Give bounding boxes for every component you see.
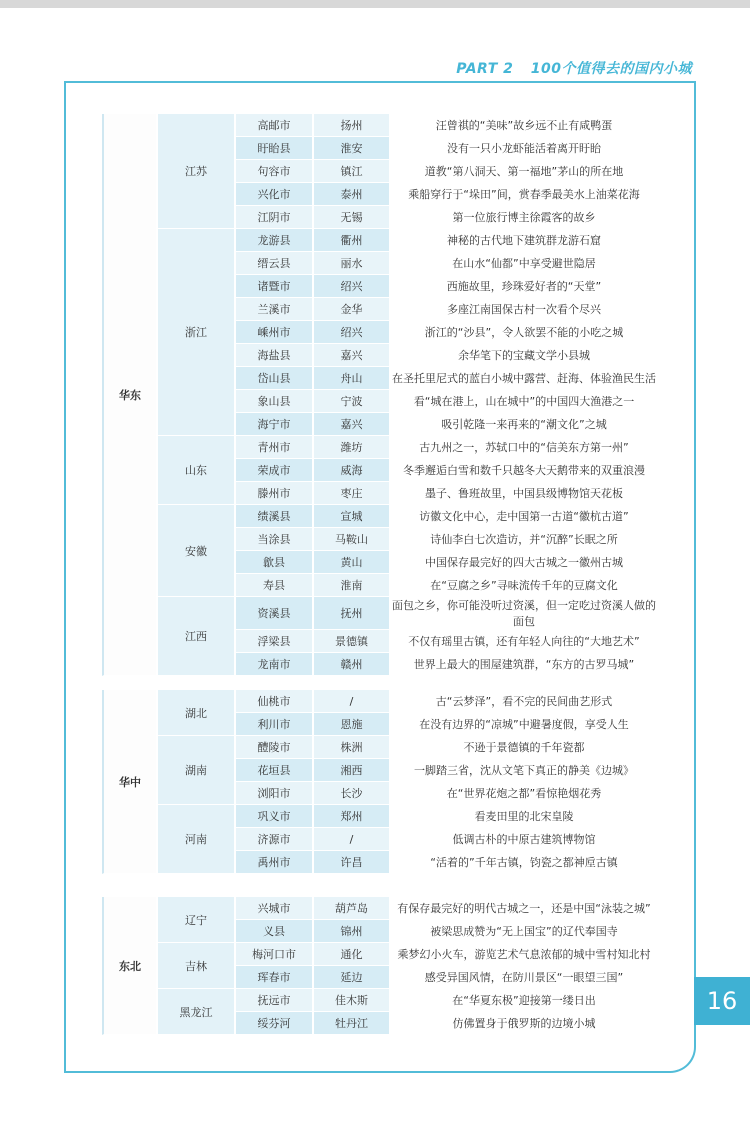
city-description: 乘船穿行于“垛田”间，赏春季最美水上油菜花海 (391, 183, 657, 206)
city-description: 仿佛置身于俄罗斯的边境小城 (391, 1012, 657, 1035)
prefecture-name: 镇江 (314, 160, 391, 183)
city-description: 第一位旅行博主徐霞客的故乡 (391, 206, 657, 229)
prefecture-name: / (314, 828, 391, 851)
prefecture-name: 佳木斯 (314, 989, 391, 1012)
prefecture-name: 马鞍山 (314, 528, 391, 551)
prefecture-name: / (314, 690, 391, 713)
table-row (102, 229, 657, 252)
table-row (102, 505, 657, 528)
province-name: 江西 (158, 597, 236, 676)
city-description: 低调古朴的中原古建筑博物馆 (391, 828, 657, 851)
city-name: 龙南市 (236, 653, 314, 676)
region-table (102, 114, 657, 676)
province-name: 浙江 (158, 229, 236, 436)
city-description: 面包之乡，你可能没听过资溪，但一定吃过资溪人做的面包 (392, 599, 656, 628)
table-row (102, 690, 657, 713)
city-name: 兴化市 (236, 183, 314, 206)
city-name: 济源市 (236, 828, 314, 851)
table-row (102, 805, 657, 828)
prefecture-name: 抚州 (314, 597, 391, 630)
city-name: 荣成市 (236, 459, 314, 482)
city-name: 兴城市 (236, 897, 314, 920)
city-description: 在“华夏东极”迎接第一缕日出 (391, 989, 657, 1012)
province-name: 山东 (158, 436, 236, 505)
city-name: 嵊州市 (236, 321, 314, 344)
province-name: 湖北 (158, 690, 236, 736)
prefecture-name: 延边 (314, 966, 391, 989)
city-name: 盱眙县 (236, 137, 314, 160)
table-row (102, 436, 657, 459)
province-name: 江苏 (158, 114, 236, 229)
province-name: 安徽 (158, 505, 236, 597)
city-name: 浏阳市 (236, 782, 314, 805)
city-description: 诗仙李白七次造访，并“沉醉”长眠之所 (391, 528, 657, 551)
prefecture-name: 通化 (314, 943, 391, 966)
city-name: 仙桃市 (236, 690, 314, 713)
city-name: 义县 (236, 920, 314, 943)
prefecture-name: 丽水 (314, 252, 391, 275)
province-name: 辽宁 (158, 897, 236, 943)
prefecture-name: 枣庄 (314, 482, 391, 505)
prefecture-name: 威海 (314, 459, 391, 482)
city-name: 花垣县 (236, 759, 314, 782)
table-row (102, 943, 657, 966)
city-name: 海盐县 (236, 344, 314, 367)
city-description: 中国保存最完好的四大古城之一徽州古城 (391, 551, 657, 574)
prefecture-name: 景德镇 (314, 630, 391, 653)
city-name: 象山县 (236, 390, 314, 413)
prefecture-name: 赣州 (314, 653, 391, 676)
city-description: 被梁思成赞为“无上国宝”的辽代奉国寺 (391, 920, 657, 943)
city-name: 禹州市 (236, 851, 314, 874)
city-name: 滕州市 (236, 482, 314, 505)
city-description: 道教“第八洞天、第一福地”茅山的所在地 (391, 160, 657, 183)
prefecture-name: 葫芦岛 (314, 897, 391, 920)
city-name: 绥芬河 (236, 1012, 314, 1035)
city-description: 古九州之一，苏轼口中的“信美东方第一州” (391, 436, 657, 459)
prefecture-name: 金华 (314, 298, 391, 321)
city-description: 看麦田里的北宋皇陵 (391, 805, 657, 828)
city-description: 感受异国风情，在防川景区“一眼望三国” (391, 966, 657, 989)
city-description: 汪曾祺的“美味”故乡远不止有咸鸭蛋 (391, 114, 657, 137)
prefecture-name: 恩施 (314, 713, 391, 736)
city-name: 歙县 (236, 551, 314, 574)
table-row (102, 114, 657, 137)
province-name: 黑龙江 (158, 989, 236, 1035)
city-name: 抚远市 (236, 989, 314, 1012)
city-description: 乘梦幻小火车，游览艺术气息浓郁的城中雪村知北村 (391, 943, 657, 966)
prefecture-name: 黄山 (314, 551, 391, 574)
city-description: 访徽文化中心，走中国第一古道“徽杭古道” (391, 505, 657, 528)
prefecture-name: 牡丹江 (314, 1012, 391, 1035)
city-name: 诸暨市 (236, 275, 314, 298)
city-description: 冬季邂逅白雪和数千只越冬大天鹅带来的双重浪漫 (391, 459, 657, 482)
prefecture-name: 锦州 (314, 920, 391, 943)
city-name: 岱山县 (236, 367, 314, 390)
page-number: 16 (694, 977, 750, 1025)
city-name: 绩溪县 (236, 505, 314, 528)
city-description: 在没有边界的“凉城”中避暑度假，享受人生 (391, 713, 657, 736)
prefecture-name: 淮南 (314, 574, 391, 597)
table-row (102, 597, 657, 630)
city-description: 在圣托里尼式的蓝白小城中露营、赶海、体验渔民生活 (391, 367, 657, 390)
city-name: 利川市 (236, 713, 314, 736)
table-row (102, 989, 657, 1012)
city-name: 江阴市 (236, 206, 314, 229)
city-name: 兰溪市 (236, 298, 314, 321)
prefecture-name: 郑州 (314, 805, 391, 828)
city-description: 浙江的“沙县”，令人欲罢不能的小吃之城 (391, 321, 657, 344)
table-row (102, 736, 657, 759)
city-description: “活着的”千年古镇，钧瓷之都神垕古镇 (391, 851, 657, 874)
province-name: 河南 (158, 805, 236, 874)
city-name: 醴陵市 (236, 736, 314, 759)
page-header (456, 58, 692, 78)
prefecture-name: 无锡 (314, 206, 391, 229)
city-name: 青州市 (236, 436, 314, 459)
top-bar (0, 0, 750, 8)
prefecture-name: 泰州 (314, 183, 391, 206)
city-description: 没有一只小龙虾能活着离开盱眙 (391, 137, 657, 160)
table-row (102, 897, 657, 920)
city-description: 世界上最大的围屋建筑群，“东方的古罗马城” (391, 653, 657, 676)
city-description: 西施故里，珍珠爱好者的“天堂” (391, 275, 657, 298)
city-description: 不仅有瑶里古镇，还有年轻人向往的“大地艺术” (391, 630, 657, 653)
prefecture-name: 株洲 (314, 736, 391, 759)
city-description: 神秘的古代地下建筑群龙游石窟 (391, 229, 657, 252)
region-name: 东北 (102, 897, 158, 1035)
city-name: 句容市 (236, 160, 314, 183)
province-name: 吉林 (158, 943, 236, 989)
city-description: 古“云梦泽”，看不完的民间曲艺形式 (391, 690, 657, 713)
prefecture-name: 嘉兴 (314, 413, 391, 436)
prefecture-name: 绍兴 (314, 275, 391, 298)
city-name: 海宁市 (236, 413, 314, 436)
region-name: 华东 (102, 114, 158, 676)
prefecture-name: 绍兴 (314, 321, 391, 344)
region-table (102, 690, 657, 874)
city-description: 有保存最完好的明代古城之一，还是中国“泳装之城” (391, 897, 657, 920)
prefecture-name: 许昌 (314, 851, 391, 874)
city-description: 在“豆腐之乡”寻味流传千年的豆腐文化 (391, 574, 657, 597)
city-description: 不逊于景德镇的千年瓷都 (391, 736, 657, 759)
city-description: 墨子、鲁班故里，中国县级博物馆天花板 (391, 482, 657, 505)
city-description: 一脚踏三省，沈从文笔下真正的静美《边城》 (391, 759, 657, 782)
header-title: 100个值得去的国内小城 (530, 61, 692, 77)
prefecture-name: 宣城 (314, 505, 391, 528)
prefecture-name: 宁波 (314, 390, 391, 413)
city-name: 梅河口市 (236, 943, 314, 966)
city-name: 浮梁县 (236, 630, 314, 653)
city-description: 在山水“仙都”中享受避世隐居 (391, 252, 657, 275)
prefecture-name: 衢州 (314, 229, 391, 252)
city-name: 珲春市 (236, 966, 314, 989)
city-name: 缙云县 (236, 252, 314, 275)
region-table (102, 897, 657, 1035)
header-part: PART 2 (456, 61, 514, 77)
province-name: 湖南 (158, 736, 236, 805)
prefecture-name: 潍坊 (314, 436, 391, 459)
city-name: 资溪县 (236, 597, 314, 630)
prefecture-name: 扬州 (314, 114, 391, 137)
city-name: 寿县 (236, 574, 314, 597)
prefecture-name: 湘西 (314, 759, 391, 782)
prefecture-name: 舟山 (314, 367, 391, 390)
city-description: 吸引乾隆一来再来的“潮文化”之城 (391, 413, 657, 436)
city-name: 高邮市 (236, 114, 314, 137)
city-name: 巩义市 (236, 805, 314, 828)
city-description: 在“世界花炮之都”看惊艳烟花秀 (391, 782, 657, 805)
prefecture-name: 嘉兴 (314, 344, 391, 367)
city-name: 龙游县 (236, 229, 314, 252)
city-description: 多座江南国保古村一次看个尽兴 (391, 298, 657, 321)
prefecture-name: 淮安 (314, 137, 391, 160)
region-name: 华中 (102, 690, 158, 874)
city-description: 看“城在港上，山在城中”的中国四大渔港之一 (391, 390, 657, 413)
city-description: 余华笔下的宝藏文学小县城 (391, 344, 657, 367)
prefecture-name: 长沙 (314, 782, 391, 805)
city-name: 当涂县 (236, 528, 314, 551)
